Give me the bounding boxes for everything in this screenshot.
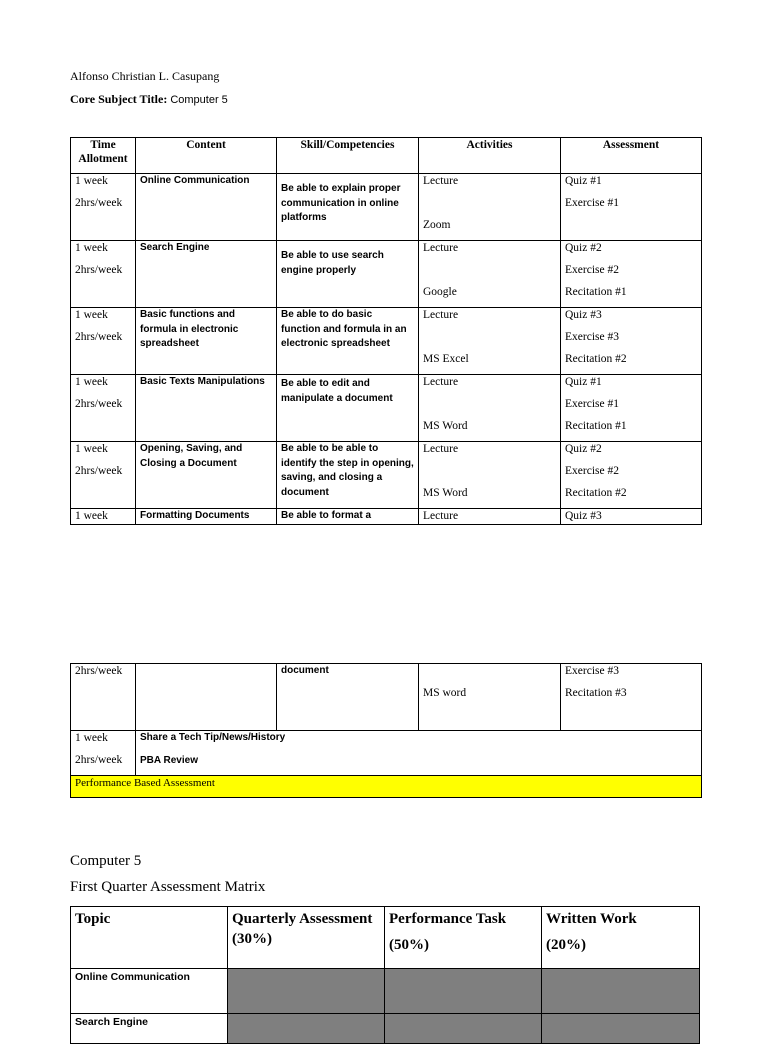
matrix-shaded-cell	[542, 1014, 700, 1044]
skill-cell: Be able to explain proper communication in online platforms	[277, 174, 419, 241]
activities-cell: Lecture MS Excel	[419, 308, 561, 375]
assessment-cell: Quiz #2 Exercise #2 Recitation #2	[561, 442, 702, 509]
core-subject-title	[70, 92, 228, 107]
time-cell: 1 week 2hrs/week	[71, 375, 136, 442]
assessment-cell: Quiz #3 Exercise #3 Recitation #2	[561, 308, 702, 375]
skill-cell: document	[277, 664, 419, 731]
matrix-shaded-cell	[228, 969, 385, 1014]
table-row	[71, 776, 702, 798]
performance-based-assessment-cell: Performance Based Assessment	[71, 776, 702, 798]
skill-cell: Be able to edit and manipulate a document	[277, 375, 419, 442]
content-cell: Basic Texts Manipulations	[136, 375, 277, 442]
content-cell: Basic functions and formula in electronic spreadsheet	[136, 308, 277, 375]
matrix-header-quarterly: Quarterly Assessment (30%)	[228, 907, 385, 969]
matrix-header-topic: Topic	[71, 907, 228, 969]
matrix-shaded-cell	[228, 1014, 385, 1044]
col-header-content: Content	[136, 138, 277, 174]
matrix-row	[71, 1014, 700, 1044]
col-header-time: Time Allotment	[71, 138, 136, 174]
content-cell: Formatting Documents	[136, 509, 277, 525]
time-cell: 1 week 2hrs/week	[71, 731, 136, 776]
col-header-skill: Skill/Competencies	[277, 138, 419, 174]
subject-label: Core Subject Title:	[70, 92, 168, 106]
activities-cell: Lecture MS Word	[419, 442, 561, 509]
matrix-topic-cell: Search Engine	[71, 1014, 228, 1044]
matrix-header-performance: Performance Task (50%)	[385, 907, 542, 969]
activities-cell: Lecture Zoom	[419, 174, 561, 241]
assessment-cell: Quiz #1 Exercise #1	[561, 174, 702, 241]
assessment-cell: Quiz #1 Exercise #1 Recitation #1	[561, 375, 702, 442]
content-cell	[136, 664, 277, 731]
review-cell: Share a Tech Tip/News/History PBA Review	[136, 731, 702, 776]
activities-cell: Lecture MS Word	[419, 375, 561, 442]
table-row	[71, 174, 702, 241]
subject-value: Computer 5	[170, 94, 228, 106]
skill-cell: Be able to use search engine properly	[277, 241, 419, 308]
assessment-cell: Quiz #2 Exercise #2 Recitation #1	[561, 241, 702, 308]
col-header-activities: Activities	[419, 138, 561, 174]
time-cell: 1 week 2hrs/week	[71, 241, 136, 308]
matrix-row	[71, 969, 700, 1014]
matrix-shaded-cell	[385, 1014, 542, 1044]
author-name: Alfonso Christian L. Casupang	[70, 69, 220, 83]
activities-cell: Lecture Google	[419, 241, 561, 308]
assessment-matrix-table	[70, 906, 700, 1044]
time-cell: 1 week	[71, 509, 136, 525]
table-row	[71, 731, 702, 776]
assessment-cell: Exercise #3 Recitation #3	[561, 664, 702, 731]
time-cell: 1 week 2hrs/week	[71, 174, 136, 241]
time-cell: 1 week 2hrs/week	[71, 308, 136, 375]
activities-cell: MS word	[419, 664, 561, 731]
matrix-title: First Quarter Assessment Matrix	[70, 879, 266, 895]
activities-cell: Lecture	[419, 509, 561, 525]
table-row	[71, 509, 702, 525]
assessment-cell: Quiz #3	[561, 509, 702, 525]
content-cell: Opening, Saving, and Closing a Document	[136, 442, 277, 509]
skill-cell: Be able to be able to identify the step in opening, saving, and closing a document	[277, 442, 419, 509]
time-cell: 2hrs/week	[71, 664, 136, 731]
table-row	[71, 664, 702, 731]
matrix-shaded-cell	[385, 969, 542, 1014]
table-header-row	[71, 138, 702, 174]
lesson-plan-table-continued	[70, 663, 702, 798]
content-cell: Online Communication	[136, 174, 277, 241]
col-header-assessment: Assessment	[561, 138, 702, 174]
matrix-header-written: Written Work (20%)	[542, 907, 700, 969]
table-row	[71, 308, 702, 375]
content-cell: Search Engine	[136, 241, 277, 308]
table-row	[71, 442, 702, 509]
table-row	[71, 375, 702, 442]
skill-cell: Be able to do basic function and formula in an electronic spreadsheet	[277, 308, 419, 375]
skill-cell: Be able to format a	[277, 509, 419, 525]
lesson-plan-table	[70, 137, 702, 525]
table-row	[71, 241, 702, 308]
matrix-shaded-cell	[542, 969, 700, 1014]
matrix-subject-title: Computer 5	[70, 853, 142, 869]
time-cell: 1 week 2hrs/week	[71, 442, 136, 509]
matrix-header-row	[71, 907, 700, 969]
matrix-topic-cell: Online Communication	[71, 969, 228, 1014]
